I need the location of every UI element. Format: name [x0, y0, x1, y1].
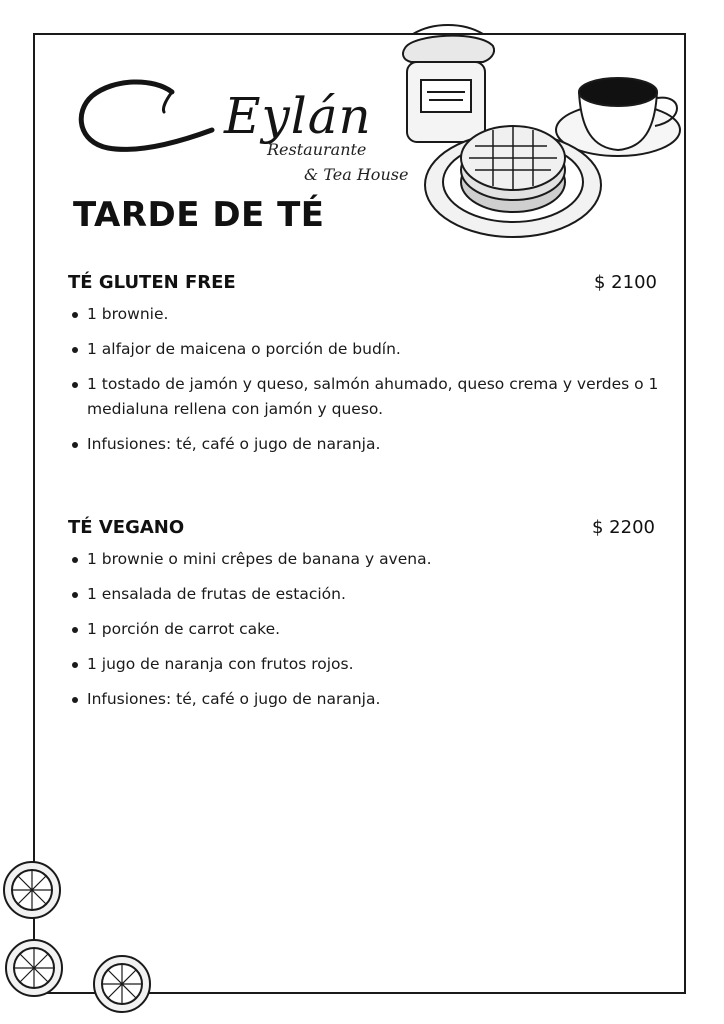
section-vegano — [68, 517, 668, 722]
item-list — [68, 302, 668, 457]
lemon-slice-icon — [4, 862, 60, 918]
page-title: TARDE DE TÉ — [73, 195, 325, 235]
coffee-cup-icon — [556, 78, 680, 156]
list-item: 1 ensalada de frutas de estación. — [68, 582, 668, 607]
section-gluten-free — [68, 272, 668, 467]
list-item: Infusiones: té, café o jugo de naranja. — [68, 432, 668, 457]
section-header — [68, 517, 668, 547]
list-item: 1 porción de carrot cake. — [68, 617, 668, 642]
logo — [74, 72, 414, 192]
section-name: TÉ VEGANO — [68, 517, 185, 538]
lemon-slices-illustration — [0, 860, 160, 1024]
lemon-slice-icon — [94, 956, 150, 1012]
logo-subtitle-restaurante: Restaurante — [267, 140, 367, 159]
list-item: 1 tostado de jamón y queso, salmón ahumado, queso crema y verdes o 1 medialuna rellena con jamón y queso. — [68, 372, 668, 422]
list-item: 1 brownie. — [68, 302, 668, 327]
list-item: 1 alfajor de maicena o porción de budín. — [68, 337, 668, 362]
logo-subtitle-tea-house: & Tea House — [304, 165, 409, 184]
list-item: 1 brownie o mini crêpes de banana y avena. — [68, 547, 668, 572]
section-name: TÉ GLUTEN FREE — [68, 272, 236, 293]
list-item: 1 jugo de naranja con frutos rojos. — [68, 652, 668, 677]
section-price: $ 2100 — [594, 272, 657, 293]
jam-jar-icon — [403, 25, 494, 142]
item-list — [68, 547, 668, 712]
section-header — [68, 272, 668, 302]
tea-set-illustration — [393, 20, 693, 245]
lemon-slice-icon — [6, 940, 62, 996]
list-item: Infusiones: té, café o jugo de naranja. — [68, 687, 668, 712]
section-price: $ 2200 — [592, 517, 655, 538]
script-c-icon — [74, 72, 224, 162]
logo-wordmark: Eylán — [224, 87, 372, 145]
